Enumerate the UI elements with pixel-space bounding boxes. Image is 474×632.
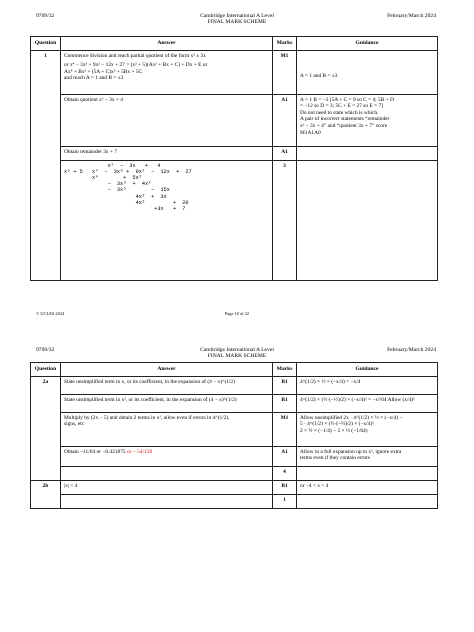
answer-line: or x⁴ − 3x³ + 9x² − 12x + 27 = (x² + 5)(Ax² + Bx + C) + Dx + E or: [64, 62, 208, 69]
guidance-spacer: [300, 53, 434, 73]
exam-date: February/March 2024: [387, 13, 436, 19]
guidance-cell: [297, 146, 438, 160]
column-header-guidance: Guidance: [297, 37, 438, 51]
guidance-cell: [297, 412, 438, 446]
total-marks: 3: [273, 160, 297, 280]
answer-cell: [61, 494, 273, 508]
column-header-answer: Answer: [61, 37, 273, 51]
guidance-line: Allow in a full expansion up to x², ignore extra: [300, 448, 402, 455]
answer-line: State unsimplified term in x, or its coefficient, in the expansion of (4 − x)^(1/2): [64, 378, 236, 385]
guidance-line: Do not need to state which is which.: [300, 109, 379, 116]
mark-code: B1: [273, 376, 297, 394]
mark-code: M1: [273, 412, 297, 446]
question-number: 2b: [31, 480, 61, 508]
guidance-cell: [297, 94, 438, 146]
answer-line: Ax⁴ + Bx³ + (5A + C)x² + 5Bx + 5C: [64, 68, 143, 75]
answer-line: Commence division and reach partial quotient of the form x² ± 3x: [64, 52, 206, 59]
column-header-answer: Answer: [61, 363, 273, 377]
answer-cell: [61, 146, 273, 160]
mark-scheme-page-2: [0, 338, 474, 632]
exam-date: February/March 2024: [387, 347, 436, 353]
division-line: 4x² + 3x: [64, 193, 167, 200]
table-row: [31, 466, 438, 480]
division-line: x² + 5 x⁴ − 3x³ + 9x² − 12x + 27: [64, 168, 192, 175]
guidance-line: A = 1 B = −3 [5A + C = 9 so C = 4; 5B + D: [300, 96, 394, 103]
paper-code: 9709/32: [36, 13, 55, 19]
guidance-line: 5 · 4^(1/2) × (½·(−½)/2) × (−x/4)²: [300, 421, 374, 428]
header-title-line1: Cambridge International A Level: [200, 13, 274, 19]
division-line: x² − 3x + 4: [64, 162, 161, 169]
guidance-cell: [297, 376, 438, 394]
total-marks: 4: [273, 466, 297, 480]
guidance-line: Allow unsimplified 2x · 4^(1/2) × ½ × (−x/4) −: [300, 414, 403, 421]
mark-code: B1: [273, 480, 297, 494]
answer-cell: [61, 480, 273, 494]
guidance-line: A pair of incorrect statements “remainder: [300, 116, 390, 123]
guidance-cell: [297, 480, 438, 494]
table-row: [31, 412, 438, 446]
question-number: 1: [31, 50, 61, 280]
guidance-line: terms even if they contain errors: [300, 455, 370, 462]
guidance-line: x² − 3x + 4” and “quotient 3x + 7” score: [300, 122, 388, 129]
mark-code: M1: [273, 50, 297, 94]
answer-cell: [61, 50, 273, 94]
table-row: [31, 160, 438, 280]
table-row: [31, 50, 438, 94]
copyright: © UCLES 2024: [36, 311, 65, 316]
guidance-cell: [297, 160, 438, 280]
page-number: Page 10 of 22: [224, 311, 250, 316]
header-title-line2: FINAL MARK SCHEME: [207, 19, 267, 26]
answer-line: |x| < 4: [64, 482, 78, 489]
guidance-cell: [297, 50, 438, 94]
table-row: [31, 146, 438, 160]
mark-code: A1: [273, 446, 297, 466]
table-row: [31, 494, 438, 508]
table-row: [31, 480, 438, 494]
answer-cell: [61, 412, 273, 446]
guidance-line: or −4 < x < 4: [300, 482, 329, 489]
answer-line: signs, etc: [64, 421, 85, 428]
column-header-question: Question: [31, 363, 61, 377]
guidance-line: 4^(1/2) × (½·(−½)/2) × (−x/4)² = −x²/64 Allow (x/4)²: [300, 396, 415, 403]
guidance-line: 4^(1/2) × ½ × (−x/4) = −x/4: [300, 378, 361, 385]
column-header-marks: Marks: [273, 37, 297, 51]
table-row: [31, 376, 438, 394]
table-row: [31, 446, 438, 466]
division-line: x⁴ + 5x²: [64, 175, 142, 181]
header-title-line1: Cambridge International A Level: [200, 347, 274, 353]
answer-cell: [61, 94, 273, 146]
guidance-line: A = 1 and B = ±3: [300, 72, 338, 79]
guidance-line: = −12 so D = 3; 5C + E = 27 so E = 7]: [300, 103, 383, 110]
mark-scheme-table: [30, 36, 438, 281]
answer-cell: [61, 446, 273, 466]
division-line: +3x + 7: [64, 206, 186, 213]
mark-code: A1: [273, 146, 297, 160]
header-title-line2: FINAL MARK SCHEME: [207, 353, 267, 360]
guidance-cell: [297, 494, 438, 508]
guidance-line: M1A1A0: [300, 129, 321, 136]
guidance-cell: [297, 446, 438, 466]
guidance-line: 2 × ½ × (−1/4) − 5 × ½ (−1/64): [300, 427, 368, 434]
answer-line: Obtain remainder 3x + 7: [64, 148, 118, 155]
mark-code: A1: [273, 94, 297, 146]
long-division-working: [61, 160, 273, 280]
answer-line: and reach A = 1 and B = ±3: [64, 75, 124, 82]
guidance-cell: [297, 466, 438, 480]
answer-line: Obtain quotient x² − 3x + 4: [64, 96, 123, 103]
division-line: 4x² + 20: [64, 199, 189, 206]
total-marks: 1: [273, 494, 297, 508]
column-header-marks: Marks: [273, 363, 297, 377]
answer-line: Multiply by (2x − 5) and obtain 2 terms in x², allow even if errors in 4^(1/2),: [64, 414, 230, 421]
table-header-row: [31, 363, 438, 377]
column-header-question: Question: [31, 37, 61, 51]
answer-cell: [61, 376, 273, 394]
division-line: − 3x³ − 15x: [64, 187, 170, 194]
mark-code: B1: [273, 394, 297, 412]
table-row: [31, 394, 438, 412]
column-header-guidance: Guidance: [297, 363, 438, 377]
guidance-cell: [297, 394, 438, 412]
paper-code: 9709/32: [36, 347, 55, 353]
answer-value: Obtain −11/64 or −0.421875: [64, 448, 127, 455]
answer-cell: [61, 394, 273, 412]
answer-line: [64, 449, 269, 456]
answer-cell: [61, 466, 273, 480]
division-line: − 3x³ + 4x²: [64, 181, 152, 188]
alternative-answer: or − 54/128: [126, 448, 153, 455]
mark-scheme-table: [30, 362, 438, 509]
answer-line: State unsimplified term in x², or its coefficient, in the expansion of (4 − x)^(1/2): [64, 396, 237, 403]
table-row: [31, 94, 438, 146]
question-number: 2a: [31, 376, 61, 480]
table-header-row: [31, 37, 438, 51]
